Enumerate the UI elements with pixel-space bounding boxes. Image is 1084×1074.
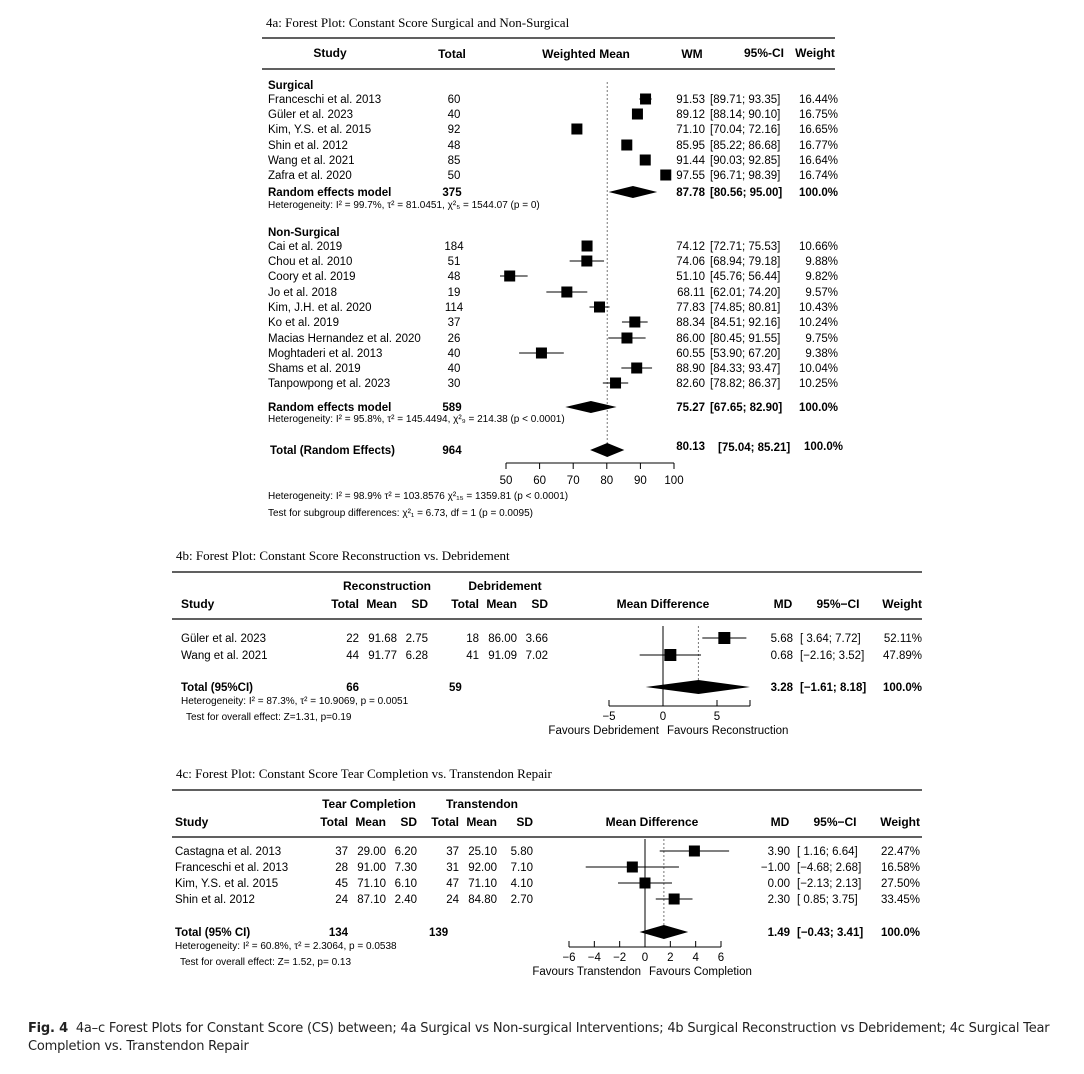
plot-b-study-total-2: 41: [466, 650, 479, 662]
plot-b-study-mean-2: 86.00: [488, 633, 517, 645]
plot-a-study-square: [536, 348, 547, 359]
plot-b-study-mean-1: 91.68: [368, 633, 397, 645]
plot-c-group1-header: Tear Completion: [322, 797, 416, 811]
plot-a-study-name: Tanpowpong et al. 2023: [268, 378, 391, 390]
plot-b-heterogeneity: Heterogeneity: I² = 87.3%, τ² = 10.9069, p = 0.0051: [181, 696, 409, 707]
plot-a-study-weight: 9.88%: [805, 256, 838, 268]
plot-b-col-ci: 95%−CI: [816, 597, 860, 611]
plot-c-favours-left: Favours Transtendon: [532, 966, 641, 978]
plot-a-study-name: Kim, J.H. et al. 2020: [268, 302, 372, 314]
plot-c-col-weight: Weight: [880, 815, 920, 829]
plot-a-study-total: 85: [447, 155, 461, 167]
plot-c-study-sd-1: 6.10: [394, 878, 417, 890]
plot-b-study-name: Wang et al. 2021: [181, 650, 268, 662]
plot-a-study-wm: 71.10: [676, 124, 705, 136]
plot-a-study-wm: 68.11: [677, 287, 705, 299]
plot-c-overall-weight: 100.0%: [880, 927, 920, 939]
plot-a-study-total: 48: [447, 140, 461, 152]
plot-a-study-ci: [45.76; 56.44]: [710, 271, 781, 283]
plot-a-x-tick-label: 90: [634, 475, 647, 487]
plot-a-study-ci: [84.51; 92.16]: [710, 317, 781, 329]
plot-b-study-weight: 52.11%: [883, 633, 922, 645]
plot-c-overall-total-2: 139: [429, 927, 449, 939]
plot-a-study-total: 92: [447, 124, 461, 136]
plot-a-study-name: Jo et al. 2018: [268, 287, 338, 299]
plot-a-study-square: [631, 363, 642, 374]
plot-b-col-total-1: Total: [331, 597, 359, 611]
plot-b-col-mean-2: Mean: [486, 597, 517, 611]
plot-c-study-weight: 22.47%: [880, 846, 920, 858]
plot-a-summary-wm: 75.27: [676, 402, 705, 414]
plot-c-study-ci: [ 0.85; 3.75]: [797, 894, 858, 906]
plot-a-study-weight: 16.44%: [798, 94, 838, 106]
plot-c-study-square: [669, 894, 680, 905]
plot-c-study-total-2: 31: [446, 862, 459, 874]
plot-b-col-md: MD: [773, 597, 793, 611]
plot-a-col-total: Total: [438, 47, 466, 61]
plot-c-study-square: [627, 862, 638, 873]
plot-c-x-tick-label: 4: [692, 952, 699, 964]
plot-a-study-weight: 9.38%: [805, 348, 838, 360]
plot-a-summary-weight: 100.0%: [798, 402, 838, 414]
plot-b-overall-diamond: [646, 680, 750, 694]
plot-c-study-total-2: 24: [446, 894, 459, 906]
caption-fig-label: Fig. 4: [28, 1021, 68, 1036]
plot-c-x-tick-label: −4: [587, 952, 601, 964]
plot-a-note: Heterogeneity: I² = 98.9% τ² = 103.8576 χ²₁₅ = 1359.81 (p < 0.0001): [268, 491, 569, 502]
plot-a-study-wm: 60.55: [676, 348, 705, 360]
plot-c-study-md: 2.30: [767, 894, 790, 906]
plot-c-study-sd-2: 5.80: [510, 846, 533, 858]
plot-a-study-weight: 16.65%: [798, 124, 838, 136]
plot-a-summary-weight: 100.0%: [798, 187, 838, 199]
plot-a-study-ci: [90.03; 92.85]: [710, 155, 781, 167]
plot-a-group-label: Non-Surgical: [268, 227, 340, 239]
plot-a-study-weight: 9.75%: [805, 333, 838, 345]
plot-a-overall-total: 964: [442, 445, 462, 457]
plot-c-favours-right: Favours Completion: [649, 966, 752, 978]
plot-c-col-md: MD: [770, 815, 790, 829]
plot-a-study-square: [629, 317, 640, 328]
plot-c-study-sd-1: 2.40: [394, 894, 417, 906]
plot-a-x-tick-label: 50: [499, 475, 513, 487]
plot-a-study-square: [632, 109, 643, 120]
plot-b-study-total-2: 18: [466, 633, 479, 645]
plot-c-study-total-1: 28: [335, 862, 348, 874]
plot-a-summary-total: 589: [442, 402, 462, 414]
plot-a-study-wm: 85.95: [676, 140, 705, 152]
plot-a-study-square: [561, 287, 572, 298]
plot-a-study-name: Chou et al. 2010: [268, 256, 353, 268]
plot-c-overall-diamond: [640, 925, 689, 939]
plot-a-study-wm: 86.00: [676, 333, 705, 345]
plot-a-study-square: [640, 94, 651, 105]
plot-a-study-ci: [96.71; 98.39]: [710, 170, 781, 182]
plot-a-study-ci: [74.85; 80.81]: [710, 302, 781, 314]
plot-a-study-total: 60: [447, 94, 461, 106]
plot-a-study-name: Franceschi et al. 2013: [268, 94, 382, 106]
plot-c-study-mean-1: 87.10: [357, 894, 386, 906]
plot-a-study-name: Moghtaderi et al. 2013: [268, 348, 383, 360]
plot-b-col-sd-2: SD: [531, 597, 548, 611]
plot-a-study-total: 30: [447, 378, 461, 390]
plot-a-study-ci: [72.71; 75.53]: [710, 241, 781, 253]
plot-b-overall-weight: 100.0%: [882, 682, 922, 694]
plot-a-col-weight: Weight: [795, 46, 835, 60]
plot-c-x-tick-label: 6: [717, 952, 725, 964]
plot-a-study-square: [582, 241, 593, 252]
plot-c-x-tick-label: −2: [613, 952, 627, 964]
plot-a-group-label: Surgical: [268, 80, 314, 92]
plot-a-study-ci: [80.45; 91.55]: [710, 333, 781, 345]
plot-b-overall-total-2: 59: [449, 682, 462, 694]
plot-c-overall-label: Total (95% CI): [175, 927, 251, 939]
plot-c-x-tick-label: −6: [562, 952, 576, 964]
plot-a-study-wm: 74.06: [676, 256, 705, 268]
plot-a-study-wm: 97.55: [676, 170, 705, 182]
plot-c-study-md: 3.90: [767, 846, 790, 858]
plot-b-col-weight: Weight: [882, 597, 922, 611]
plot-b-col-total-2: Total: [451, 597, 479, 611]
plot-a-group-heterogeneity: Heterogeneity: I² = 99.7%, τ² = 81.0451, χ²₅ = 1544.07 (p = 0): [268, 200, 540, 211]
plot-c-study-mean-2: 84.80: [468, 894, 497, 906]
plot-b-col-mean-difference: Mean Difference: [616, 597, 710, 611]
plot-a-study-ci: [78.82; 86.37]: [710, 378, 781, 390]
plot-c-study-total-1: 24: [335, 894, 348, 906]
plot-c-study-mean-2: 92.00: [468, 862, 497, 874]
plot-a-study-total: 40: [447, 363, 461, 375]
plot-b-study-ci: [ 3.64; 7.72]: [800, 633, 861, 645]
plot-c-col-sd-1: SD: [400, 815, 417, 829]
plot-a-study-square: [581, 256, 592, 267]
plot-a-study-wm: 91.53: [676, 94, 705, 106]
plot-a-study-wm: 82.60: [676, 378, 705, 390]
plot-a-study-square: [640, 155, 651, 166]
plot-a-x-tick-label: 70: [566, 475, 580, 487]
plot-a-study-ci: [89.71; 93.35]: [710, 94, 781, 106]
plot-a-study-weight: 16.75%: [798, 109, 838, 121]
plot-a-study-weight: 9.82%: [805, 271, 838, 283]
plot-c-overall-total-1: 134: [328, 927, 348, 939]
plot-a-note: Test for subgroup differences: χ²₁ = 6.73, df = 1 (p = 0.0095): [268, 508, 533, 519]
figure-caption: [28, 1020, 1058, 1056]
plot-b-col-study: Study: [181, 597, 215, 611]
plot-b-study-square: [718, 632, 730, 644]
plot-c-study-mean-2: 25.10: [468, 846, 497, 858]
plot-c-study-mean-1: 71.10: [357, 878, 386, 890]
plot-b-study-sd-2: 7.02: [525, 650, 548, 662]
plot-a-summary-diamond: [609, 186, 658, 198]
plot-a-study-ci: [62.01; 74.20]: [710, 287, 781, 299]
plot-b-overall-md: 3.28: [770, 682, 793, 694]
plot-a-study-name: Kim, Y.S. et al. 2015: [268, 124, 372, 136]
plot-b-x-tick-label: −5: [602, 711, 616, 723]
plot-a-study-ci: [70.04; 72.16]: [710, 124, 781, 136]
plot-a-study-name: Coory et al. 2019: [268, 271, 356, 283]
plot-c-study-mean-1: 29.00: [357, 846, 386, 858]
plot-a-study-weight: 9.57%: [805, 287, 838, 299]
plot-b-study-total-1: 44: [346, 650, 359, 662]
plot-c-heterogeneity: Heterogeneity: I² = 60.8%, τ² = 2.3064, p = 0.0538: [175, 941, 397, 952]
plot-c-x-tick-label: 0: [641, 952, 649, 964]
plot-b-col-mean-1: Mean: [366, 597, 397, 611]
plot-b-x-tick-label: 5: [713, 711, 721, 723]
plot-a-overall-ci: [75.04; 85.21]: [718, 442, 791, 454]
plot-a-study-total: 19: [447, 287, 461, 299]
plot-a-study-total: 37: [447, 317, 461, 329]
plot-c-study-sd-2: 2.70: [510, 894, 533, 906]
plot-a-study-weight: 10.66%: [798, 241, 838, 253]
plot-c-study-square: [689, 846, 700, 857]
plot-c-col-ci: 95%−CI: [813, 815, 857, 829]
plot-c-col-sd-2: SD: [516, 815, 533, 829]
plot-a-study-wm: 77.83: [676, 302, 705, 314]
plot-a-overall-wm: 80.13: [676, 441, 705, 453]
plot-c-study-total-2: 37: [446, 846, 459, 858]
plot-c-overall-effect: Test for overall effect: Z= 1.52, p= 0.13: [180, 957, 352, 968]
plot-a-title: 4a: Forest Plot: Constant Score Surgical and Non-Surgical: [266, 15, 570, 30]
plot-a-summary-ci: [80.56; 95.00]: [710, 187, 783, 199]
plot-a-study-wm: 88.90: [676, 363, 705, 375]
plot-b-overall-effect: Test for overall effect: Z=1.31, p=0.19: [186, 712, 352, 723]
plot-a-study-total: 114: [444, 302, 464, 314]
plot-a-study-total: 48: [447, 271, 461, 283]
plot-b-overall-label: Total (95%CI): [181, 682, 253, 694]
plot-b-study-sd-1: 6.28: [405, 650, 428, 662]
plot-c-study-weight: 33.45%: [880, 894, 920, 906]
caption-text: 4a–c Forest Plots for Constant Score (CS) between; 4a Surgical vs Non-surgical Interventions; 4b Surgical Reconstruction vs Debridement; 4c Surgical Tear Completion vs. Transtendon Repair: [28, 1021, 1050, 1054]
plot-a-study-name: Shams et al. 2019: [268, 363, 361, 375]
plot-a-study-wm: 74.12: [676, 241, 705, 253]
plot-c-study-weight: 27.50%: [880, 878, 920, 890]
plot-a-study-square: [504, 271, 515, 282]
plot-a-study-ci: [53.90; 67.20]: [710, 348, 781, 360]
plot-a-study-name: Güler et al. 2023: [268, 109, 354, 121]
plot-c-study-total-1: 45: [335, 878, 348, 890]
plot-a-study-total: 40: [447, 348, 461, 360]
plot-a-overall-weight: 100.0%: [803, 441, 843, 453]
plot-a-study-square: [621, 333, 632, 344]
plot-c-study-mean-1: 91.00: [357, 862, 386, 874]
plot-c-study-md: 0.00: [767, 878, 790, 890]
plot-a-x-tick-label: 80: [600, 475, 614, 487]
plot-b-study-mean-2: 91.09: [488, 650, 517, 662]
plot-b-study-md: 5.68: [770, 633, 793, 645]
plot-c-col-study: Study: [175, 815, 209, 829]
plot-a-study-wm: 88.34: [676, 317, 705, 329]
plot-b-study-total-1: 22: [346, 633, 359, 645]
plot-a-x-tick-label: 60: [533, 475, 546, 487]
plot-c-study-sd-2: 4.10: [510, 878, 533, 890]
plot-a-summary-wm: 87.78: [676, 187, 705, 199]
plot-a-study-weight: 10.43%: [798, 302, 838, 314]
plot-b-study-md: 0.68: [770, 650, 793, 662]
plot-b-study-sd-2: 3.66: [525, 633, 548, 645]
plot-a-study-weight: 16.64%: [798, 155, 838, 167]
plot-b-x-tick-label: 0: [659, 711, 667, 723]
plot-c-group2-header: Transtendon: [445, 797, 519, 811]
plot-c-study-name: Franceschi et al. 2013: [175, 862, 289, 874]
plot-c-col-mean-2: Mean: [466, 815, 497, 829]
plot-a-summary-ci: [67.65; 82.90]: [710, 402, 783, 414]
plot-c-study-ci: [−4.68; 2.68]: [797, 862, 862, 874]
plot-b-group1-header: Reconstruction: [342, 579, 432, 593]
plot-b-overall-total-1: 66: [346, 682, 359, 694]
plot-c-x-tick-label: 2: [667, 952, 674, 964]
plot-a-x-tick-label: 100: [664, 475, 684, 487]
plot-b-study-ci: [−2.16; 3.52]: [800, 650, 865, 662]
plot-a-study-name: Macias Hernandez et al. 2020: [268, 333, 421, 345]
plot-a-col-weighted-mean: Weighted Mean: [542, 47, 630, 61]
plot-a-col-ci: 95%-CI: [743, 46, 785, 60]
plot-b-col-sd-1: SD: [411, 597, 428, 611]
plot-a-study-square: [571, 124, 582, 135]
plot-c-study-ci: [−2.13; 2.13]: [797, 878, 862, 890]
plot-a-summary-label: Random effects model: [268, 187, 392, 199]
plot-a-study-square: [621, 140, 632, 151]
plot-a-overall-diamond: [590, 443, 624, 457]
plot-a-col-wm: WM: [681, 47, 703, 61]
plot-c-col-total-2: Total: [431, 815, 459, 829]
plot-a-study-weight: 16.77%: [798, 140, 838, 152]
plot-a-study-weight: 10.25%: [798, 378, 838, 390]
plot-c-study-total-1: 37: [335, 846, 348, 858]
plot-a-study-total: 51: [447, 256, 461, 268]
plot-a-study-square: [660, 170, 671, 181]
plot-a-study-total: 40: [447, 109, 461, 121]
plot-c-study-mean-2: 71.10: [468, 878, 497, 890]
plot-c-col-total-1: Total: [320, 815, 348, 829]
plot-b-overall-ci: [−1.61; 8.18]: [800, 682, 867, 694]
plot-c-overall-md: 1.49: [767, 927, 790, 939]
plot-b-study-square: [664, 649, 676, 661]
plot-b-study-weight: 47.89%: [882, 650, 922, 662]
plot-b-favours-left: Favours Debridement: [548, 725, 659, 737]
plot-c-overall-ci: [−0.43; 3.41]: [797, 927, 864, 939]
plot-c-study-name: Shin et al. 2012: [175, 894, 255, 906]
plot-b-favours-right: Favours Reconstruction: [667, 725, 789, 737]
plot-a-overall-label: Total (Random Effects): [270, 445, 396, 457]
plot-a-summary-label: Random effects model: [268, 402, 392, 414]
plot-a-study-wm: 51.10: [676, 271, 705, 283]
plot-c-study-name: Castagna et al. 2013: [175, 846, 282, 858]
plot-c-title: 4c: Forest Plot: Constant Score Tear Completion vs. Transtendon Repair: [176, 766, 552, 781]
plot-a-study-square: [594, 302, 605, 313]
plot-c-study-sd-2: 7.10: [510, 862, 533, 874]
plot-c-study-total-2: 47: [446, 878, 459, 890]
plot-a-study-total: 50: [447, 170, 461, 182]
plot-a-col-study: Study: [313, 46, 347, 60]
plot-a-study-name: Wang et al. 2021: [268, 155, 355, 167]
plot-a-study-weight: 16.74%: [798, 170, 838, 182]
plot-a-summary-diamond: [565, 401, 616, 413]
plot-c-study-weight: 16.58%: [880, 862, 920, 874]
plot-a-study-total: 184: [444, 241, 464, 253]
plot-a-study-name: Ko et al. 2019: [268, 317, 339, 329]
plot-a-study-ci: [68.94; 79.18]: [710, 256, 781, 268]
plot-c-study-ci: [ 1.16; 6.64]: [797, 846, 858, 858]
plot-a-study-wm: 91.44: [676, 155, 705, 167]
plot-b-title: 4b: Forest Plot: Constant Score Reconstruction vs. Debridement: [176, 548, 510, 563]
plot-a-group-heterogeneity: Heterogeneity: I² = 95.8%, τ² = 145.4494, χ²₉ = 214.38 (p < 0.0001): [268, 414, 565, 425]
plot-b-study-name: Güler et al. 2023: [181, 633, 267, 645]
plot-a-study-wm: 89.12: [676, 109, 705, 121]
plot-c-study-sd-1: 6.20: [394, 846, 417, 858]
plot-c-study-square: [640, 878, 651, 889]
plot-a-study-total: 26: [447, 333, 461, 345]
plot-b-group2-header: Debridement: [468, 579, 542, 593]
plot-b-study-sd-1: 2.75: [405, 633, 428, 645]
plot-a-study-weight: 10.24%: [798, 317, 838, 329]
plot-a-study-name: Cai et al. 2019: [268, 241, 343, 253]
plot-a-study-square: [610, 378, 621, 389]
plot-a-summary-total: 375: [442, 187, 462, 199]
plot-c-study-name: Kim, Y.S. et al. 2015: [175, 878, 279, 890]
plot-a-study-ci: [84.33; 93.47]: [710, 363, 781, 375]
plot-a-study-name: Shin et al. 2012: [268, 140, 348, 152]
plot-c-study-md: −1.00: [760, 862, 790, 874]
plot-a-study-weight: 10.04%: [798, 363, 838, 375]
plot-a-study-name: Zafra et al. 2020: [268, 170, 352, 182]
plot-a-study-ci: [85.22; 86.68]: [710, 140, 781, 152]
plot-b-study-mean-1: 91.77: [368, 650, 397, 662]
plot-a-study-ci: [88.14; 90.10]: [710, 109, 781, 121]
plot-c-col-mean-difference: Mean Difference: [605, 815, 699, 829]
plot-c-study-sd-1: 7.30: [394, 862, 417, 874]
plot-c-col-mean-1: Mean: [355, 815, 386, 829]
